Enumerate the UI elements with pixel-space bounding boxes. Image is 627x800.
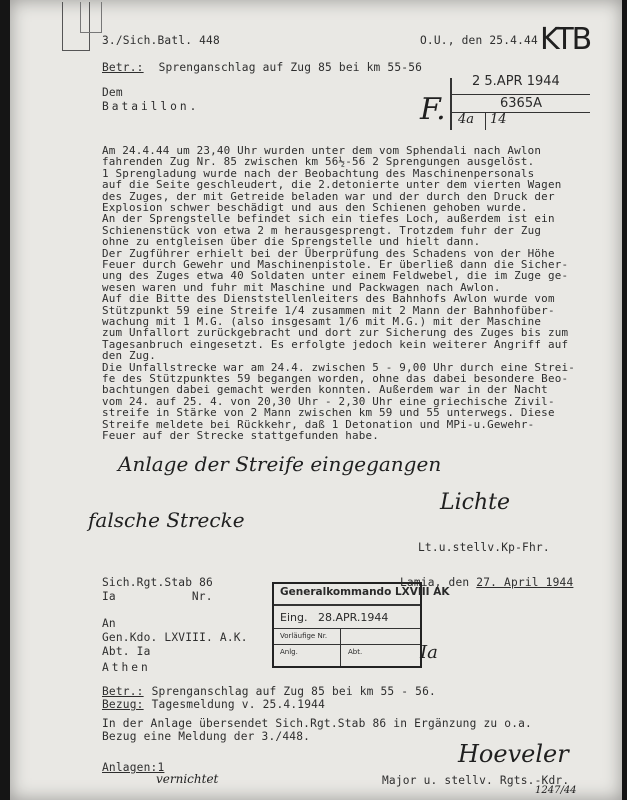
report-body-line: Feuer auf der Strecke stattgefunden habe. (102, 429, 380, 442)
stamp2-eing-date: 28.APR.1944 (318, 611, 389, 624)
signature-2-title: Major u. stellv. Rgts.-Kdr. (382, 774, 570, 787)
generalkommando-stamp (272, 582, 450, 668)
report-body-line: fahrenden Zug Nr. 85 zwischen km 56½-56 2 Sprengungen ausgelöst. (102, 155, 535, 169)
subject-line (102, 61, 422, 74)
handwritten-initials: KTB (540, 22, 591, 57)
addressee-line1: Gen.Kdo. LXVIII. A.K. (102, 631, 248, 644)
stamp-hand-mark: 4a (458, 112, 475, 127)
stamp2-hand-mark: Ia (420, 642, 438, 663)
signature-1-title: Lt.u.stellv.Kp-Fhr. (418, 541, 550, 554)
report-body-line: ung des Zuges etwa 40 Soldaten unter einem Feldwebel, die im Zuge ge- (102, 269, 569, 283)
report-body-line: 1 Sprengladung wurde nach der Beobachtung des Maschinenpersonals (102, 166, 535, 180)
report-body-line: bachtungen dabei gemacht werden konnten. Außerdem war in der Nacht (102, 383, 548, 397)
report-body-line: Schienenstück von etwa 2 m herausgesprengt. Trotzdem fuhr der Zug (102, 223, 542, 237)
header-unit: 3./Sich.Batl. 448 (102, 34, 220, 47)
sender-line1: Sich.Rgt.Stab 86 (102, 576, 213, 589)
report-body-line: Die Unfallstrecke war am 24.4. zwischen 5 - 9,00 Uhr durch eine Strei- (102, 360, 575, 374)
report-body-line: Explosion schwer beschädigt und aus den Schienen gehoben wurde. (102, 201, 528, 214)
report-body-line: ohne zu entgleisen über die Sprengstelle und hielt dann. (102, 235, 481, 249)
subject-label: Betr.: (102, 61, 144, 74)
sender-line2: Ia Nr. (102, 590, 213, 603)
header-place-date: O.U., den 25.4.44 (420, 34, 538, 47)
report-body-line: des Zuges, der mit Getreide beladen war und der durch den Druck der (102, 189, 555, 203)
received-stamp (450, 70, 590, 130)
addressee-line2: Abt. Ia (102, 645, 151, 658)
recipient-line2: Bataillon. (102, 100, 200, 113)
reference-hand-note: 1247/44 (535, 785, 577, 796)
stamp-date: 2 5.APR 1944 (472, 74, 560, 89)
report-body-line: fe des Stützpunktes 59 begangen worden, ohne das dabei besondere Beo- (102, 372, 569, 385)
handwritten-note-line1: Anlage der Streife eingegangen (118, 452, 442, 476)
recipient-line1: Dem (102, 86, 123, 99)
report-body-line: auf die Seite geschleudert, die 2.detonierte unter dem vierten Wagen (102, 178, 562, 192)
report-body-line: Streife meldete bei Rückkehr, daß 1 Detonation und MPi-u.Gewehr- (102, 417, 535, 431)
report-body-line: Am 24.4.44 um 23,40 Uhr wurden unter dem vom Sphendali nach Awlon (102, 144, 542, 157)
report-body-line: streife in Stärke von 2 Mann zwischen km 59 und 55 unterwegs. Diese (102, 406, 555, 420)
second-reference: Bezug: Tagesmeldung v. 25.4.1944 (102, 698, 326, 711)
document-page (10, 0, 622, 800)
addressee-line3: Athen (102, 661, 151, 674)
signature-1: Lichte (440, 490, 510, 515)
punch-hole-mark (80, 2, 102, 33)
attachments-label: Anlagen:1 (102, 761, 165, 774)
report-body-line: Feuer durch Gewehr und Maschinenpistole. Er überließ dann die Sicher- (102, 258, 569, 271)
report-body-line: Tagesanbruch eingesetzt. Es erfolgte jedoch kein weiterer Angriff auf (102, 337, 569, 351)
report-body-line: wachung mit 1 M.G. (also insgesamt 1/6 mit M.G.) mit der Maschine (102, 315, 542, 328)
stamp-number: 6365A (500, 96, 542, 111)
second-subject: Betr.: Sprenganschlag auf Zug 85 bei km 55 - 56. (102, 685, 436, 698)
report-body-line: An der Sprengstelle befindet sich ein tiefes Loch, außerdem ist ein (102, 212, 555, 226)
margin-mark: F. (420, 92, 446, 127)
report-body-line: Stützpunkt 59 eine Streife 1/4 zusammen mit 2 Mann der Bahnhofüber- (102, 303, 555, 317)
second-place-date: Lamia, den 27. April 1944 (400, 576, 574, 589)
report-body-line: Auf die Bitte des Dienststellenleiters des Bahnhofs Awlon wurde vom (102, 292, 555, 306)
stamp2-row3b-label: Abt. (348, 648, 363, 656)
subject-text: Sprenganschlag auf Zug 85 bei km 55-56 (158, 61, 423, 74)
handwritten-note-line2: falsche Strecke (88, 508, 245, 532)
report-body-line: den Zug. (102, 349, 157, 363)
report-body-line: wesen waren und fuhr mit Maschine und Packwagen nach Awlon. (102, 280, 501, 294)
report-body-line: vom 24. auf 25. 4. von 20,30 Uhr - 2,30 Uhr eine griechische Zivil- (102, 394, 555, 408)
addressee-label: An (102, 617, 116, 630)
signature-2: Hoeveler (458, 740, 569, 768)
attachments-hand-note: vernichtet (156, 772, 219, 786)
stamp-hand-mark: 14 (490, 112, 507, 127)
stamp2-eing-label: Eing. (280, 611, 308, 624)
report-body-line: Der Zugführer erhielt bei der Überprüfung des Schadens von der Höhe (102, 246, 555, 260)
stamp2-row3-label: Anlg. (280, 648, 298, 656)
stamp2-row2-label: Vorläufige Nr. (280, 632, 328, 640)
second-body-line1: In der Anlage übersendet Sich.Rgt.Stab 86 in Ergänzung zu o.a. (102, 717, 532, 730)
stamp2-org: Generalkommando LXVIII AK (280, 586, 450, 598)
report-body-line: zum Unfallort zurückgebracht und dort zur Sicherung des Zuges bis zum (102, 326, 569, 340)
second-body-line2: Bezug eine Meldung der 3./448. (102, 730, 311, 743)
